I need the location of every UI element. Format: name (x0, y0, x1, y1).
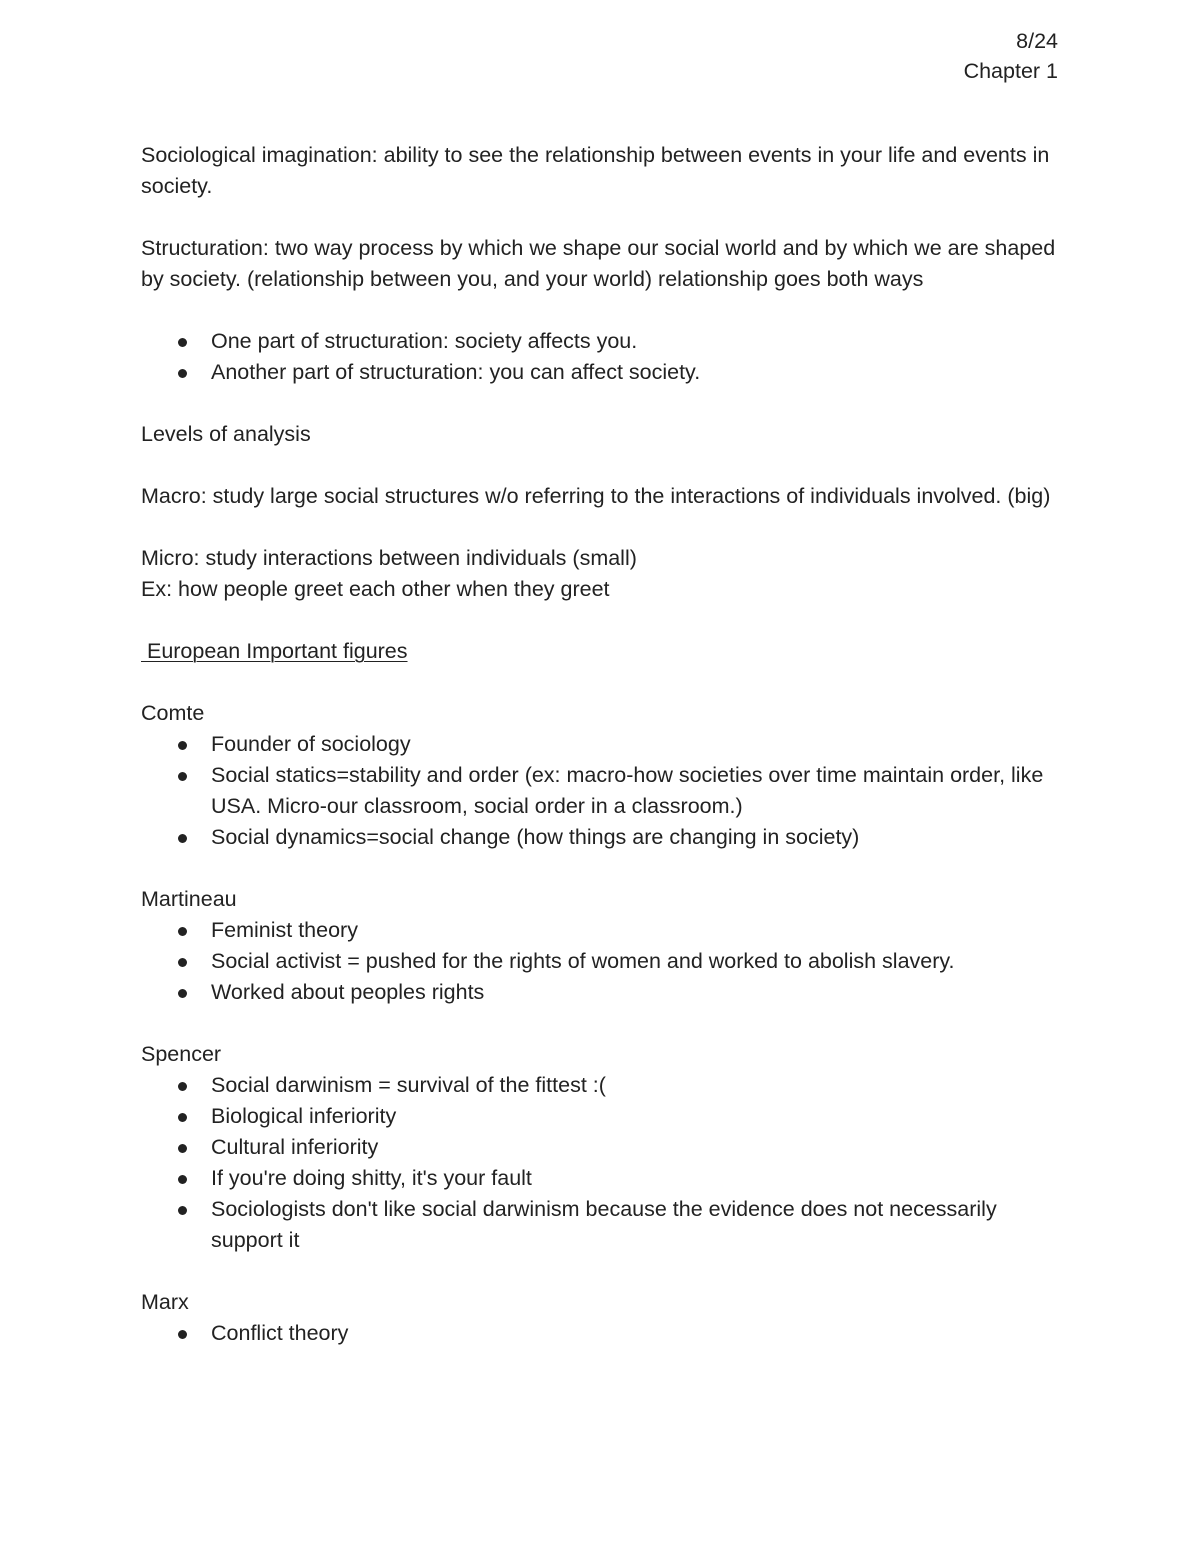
list-item: Founder of sociology (211, 729, 1066, 760)
spacer (141, 450, 1066, 481)
structuration-list (141, 326, 1066, 388)
spacer (141, 388, 1066, 419)
list-item: Conflict theory (211, 1318, 1066, 1349)
list-item: Biological inferiority (211, 1101, 1066, 1132)
figure-name-spencer: Spencer (141, 1042, 222, 1066)
spencer-list (141, 1070, 1066, 1256)
list-item: Feminist theory (211, 915, 1066, 946)
list-item: Social dynamics=social change (how things are changing in society) (211, 822, 1066, 853)
comte-list (141, 729, 1066, 853)
spacer (141, 853, 1066, 884)
spacer (141, 1008, 1066, 1039)
martineau-list (141, 915, 1066, 1008)
spacer (141, 667, 1066, 698)
list-item: Social statics=stability and order (ex: macro-how societies over time maintain order, like USA. Micro-our classroom, social order in a classroom.) (211, 760, 1066, 822)
figure-name-comte: Comte (141, 701, 205, 725)
header-chapter: Chapter 1 (963, 59, 1058, 83)
sociological-imagination-definition: Sociological imagination: ability to see the relationship between events in your life and events in society. (141, 143, 1050, 198)
spacer (141, 295, 1066, 326)
page-header (964, 26, 1058, 86)
spacer (141, 512, 1066, 543)
list-item: If you're doing shitty, it's your fault (211, 1163, 1066, 1194)
list-item: Worked about peoples rights (211, 977, 1066, 1008)
list-item: Another part of structuration: you can affect society. (211, 357, 1066, 388)
figure-name-martineau: Martineau (141, 887, 237, 911)
spacer (141, 605, 1066, 636)
micro-example: Ex: how people greet each other when they greet (141, 577, 610, 601)
notes-body (141, 140, 1066, 1349)
list-item: Cultural inferiority (211, 1132, 1066, 1163)
header-date: 8/24 (1016, 29, 1058, 53)
levels-of-analysis-title: Levels of analysis (141, 422, 311, 446)
spacer (141, 202, 1066, 233)
spacer (141, 1256, 1066, 1287)
list-item: Social activist = pushed for the rights of women and worked to abolish slavery. (211, 946, 1066, 977)
marx-list (141, 1318, 1066, 1349)
structuration-definition: Structuration: two way process by which we shape our social world and by which we are shaped by society. (relationship between you, and your world) relationship goes both ways (141, 236, 1056, 291)
micro-definition: Micro: study interactions between individuals (small) (141, 546, 637, 570)
section-heading: European Important figures (141, 639, 408, 663)
list-item: One part of structuration: society affects you. (211, 326, 1066, 357)
list-item: Social darwinism = survival of the fittest :( (211, 1070, 1066, 1101)
macro-definition: Macro: study large social structures w/o referring to the interactions of individuals involved. (big) (141, 484, 1051, 508)
list-item: Sociologists don't like social darwinism because the evidence does not necessarily support it (211, 1194, 1066, 1256)
figure-name-marx: Marx (141, 1290, 189, 1314)
